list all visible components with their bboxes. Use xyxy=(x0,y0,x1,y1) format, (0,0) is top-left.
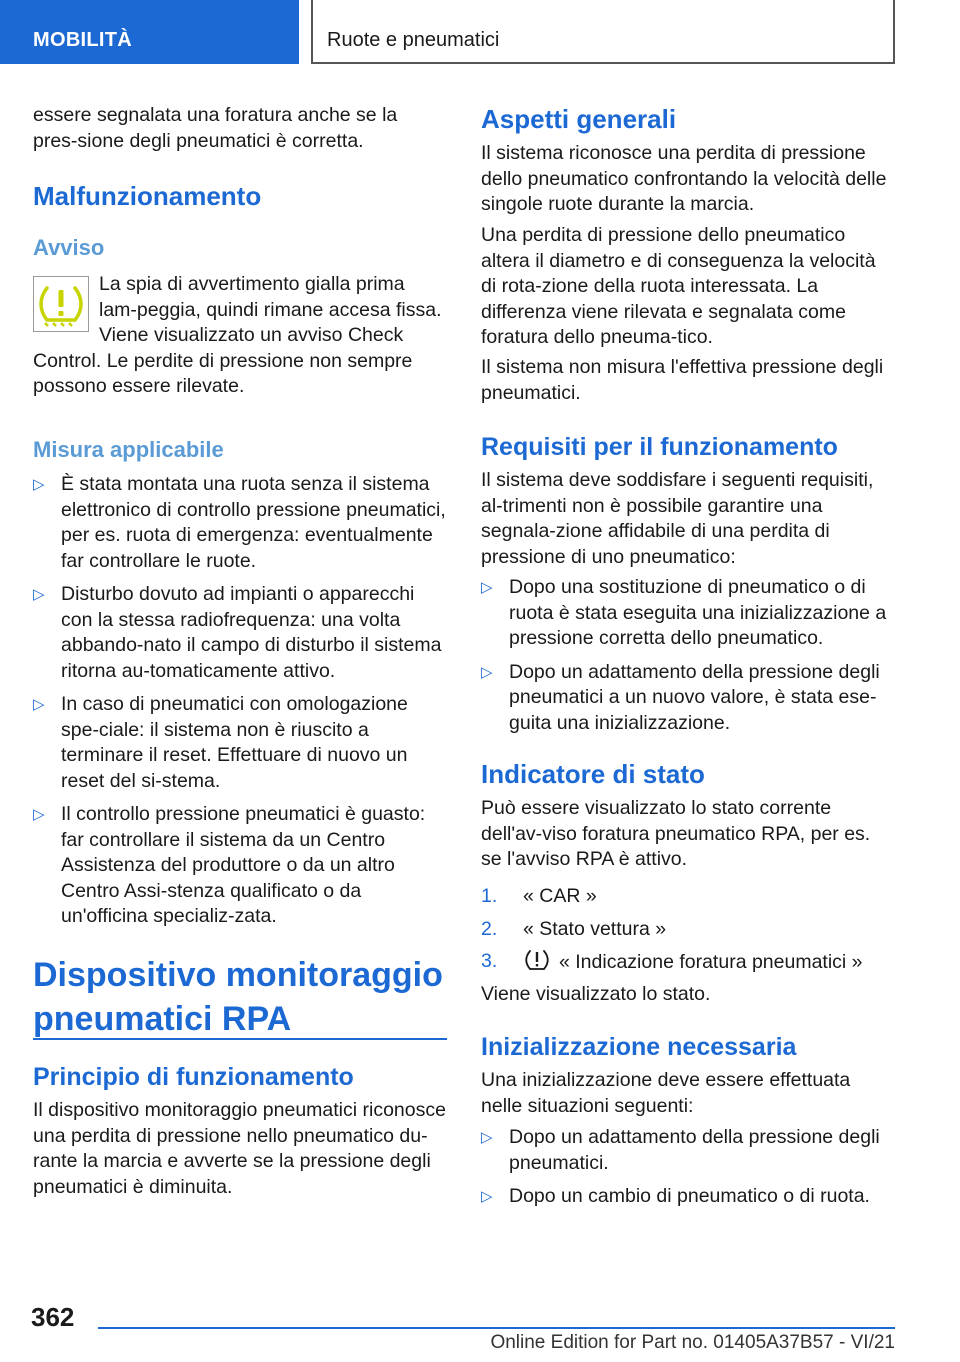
measure-list xyxy=(33,472,447,938)
list-item: ▷ In caso di pneumatici con omologazione spe-ciale: il sistema non è riuscito a terminare il reset. Effettuare di nuovo un reset del si-stema. xyxy=(33,693,408,792)
list-item: ▷ Dopo un adattamento della pressione degli pneumatici a un nuovo valore, è stata ese-guita una inizializzazione. xyxy=(481,660,880,734)
page-header xyxy=(0,0,960,66)
heading-status: Indicatore di stato xyxy=(481,759,705,789)
init-text: Una inizializzazione deve essere effettuata nelle situazioni seguenti: xyxy=(481,1069,851,1117)
triangle-bullet-icon: ▷ xyxy=(33,476,45,493)
triangle-bullet-icon: ▷ xyxy=(33,586,45,603)
list-item: ▷ Il controllo pressione pneumatici è guasto: far controllare il sistema da un Centro Assistenza del produttore o da un altro Centro Assi-stenza qualificato o da un'officina specializ-zata. xyxy=(33,803,426,927)
steps-list xyxy=(481,884,893,983)
triangle-bullet-icon: ▷ xyxy=(481,1129,493,1146)
list-item: ▷ Disturbo dovuto ad impianti o apparecchi con la stessa radiofrequenza: una volta abbando-nato il campo di disturbo il sistema ritorna au-tomaticamente attivo. xyxy=(33,583,442,682)
list-item: 1. « CAR » xyxy=(481,885,597,907)
general-paragraph-3: Il sistema non misura l'effettiva pressione degli pneumatici. xyxy=(481,356,884,404)
footer-edition: Online Edition for Part no. 01405A37B57 - VI/21 xyxy=(490,1332,895,1353)
heading-principle: Principio di funzionamento xyxy=(33,1063,354,1091)
triangle-bullet-icon: ▷ xyxy=(481,663,493,681)
init-list xyxy=(481,1125,893,1218)
list-item: ▷ È stata montata una ruota senza il sistema elettronico di controllo pressione pneumatici, per es. ruota di emergenza: eventualmente far controllare le ruote. xyxy=(33,473,446,572)
heading-malfunction: Malfunzionamento xyxy=(33,181,262,211)
heading-requirements: Requisiti per il funzionamento xyxy=(481,433,838,461)
list-item: ▷ Dopo un adattamento della pressione degli pneumatici. xyxy=(481,1126,880,1174)
triangle-bullet-icon: ▷ xyxy=(481,579,493,596)
list-item: 2. « Stato vettura » xyxy=(481,917,667,940)
page-number: 362 xyxy=(31,1302,75,1332)
heading-warning: Avviso xyxy=(33,235,105,260)
requirements-text: Il sistema deve soddisfare i seguenti requisiti, al-trimenti non è possibile garantire una segnala-zione affidabile di una perdita di pressione di uno pneumatico: xyxy=(481,469,874,568)
requirements-list xyxy=(481,575,893,744)
footer-divider xyxy=(98,1327,895,1329)
warning-text: La spia di avvertimento gialla prima lam-peggia, quindi rimane accesa fissa. Viene visualizzato un avviso Check Control. Le perdite di pressione non sempre possono essere rilevate. xyxy=(33,273,442,397)
section-divider xyxy=(33,1038,447,1040)
section-tab: MOBILITÀ xyxy=(0,0,299,64)
triangle-bullet-icon: ▷ xyxy=(33,696,45,713)
general-paragraph-1: Il sistema riconosce una perdita di pressione dello pneumatico confrontando la velocità delle singole ruote durante la marcia. xyxy=(481,142,887,215)
warning-block xyxy=(33,272,447,400)
heading-rpa: Dispositivo monitoraggio pneumatici RPA xyxy=(33,956,443,1038)
triangle-bullet-icon: ▷ xyxy=(33,806,45,823)
status-after-text: Viene visualizzato lo stato. xyxy=(481,983,711,1005)
list-item: ▷ Dopo una sostituzione di pneumatico o di ruota è stata eseguita una inizializzazione a pressione corretta dello pneumatico. xyxy=(481,576,887,649)
intro-text: essere segnalata una foratura anche se la pres-sione degli pneumatici è corretta. xyxy=(33,104,398,152)
heading-general: Aspetti generali xyxy=(481,104,677,134)
list-item: ▷ Dopo un cambio di pneumatico o di ruota. xyxy=(481,1184,893,1210)
heading-init: Inizializzazione necessaria xyxy=(481,1033,797,1061)
general-paragraph-2: Una perdita di pressione dello pneumatico altera il diametro e di conseguenza la velocità di rota-zione della ruota interessata. La differenza viene rilevata e segnalata come foratura dello pneuma-tico. xyxy=(481,224,876,348)
principle-text: Il dispositivo monitoraggio pneumatici riconosce una perdita di pressione nello pneumatico du-rante la marcia e avverte se la pressione degli pneumatici è diminuita. xyxy=(33,1099,446,1198)
list-item: 3. « Indicazione foratura pneumatici » xyxy=(481,950,863,973)
heading-measure: Misura applicabile xyxy=(33,437,224,462)
tire-pressure-icon xyxy=(523,949,551,971)
tire-pressure-warning-icon xyxy=(33,276,89,332)
status-text: Può essere visualizzato lo stato corrente dell'av-viso foratura pneumatico RPA, per es. se l'avviso RPA è attivo. xyxy=(481,797,871,870)
triangle-bullet-icon: ▷ xyxy=(481,1188,493,1205)
chapter-title: Ruote e pneumatici xyxy=(311,0,895,64)
